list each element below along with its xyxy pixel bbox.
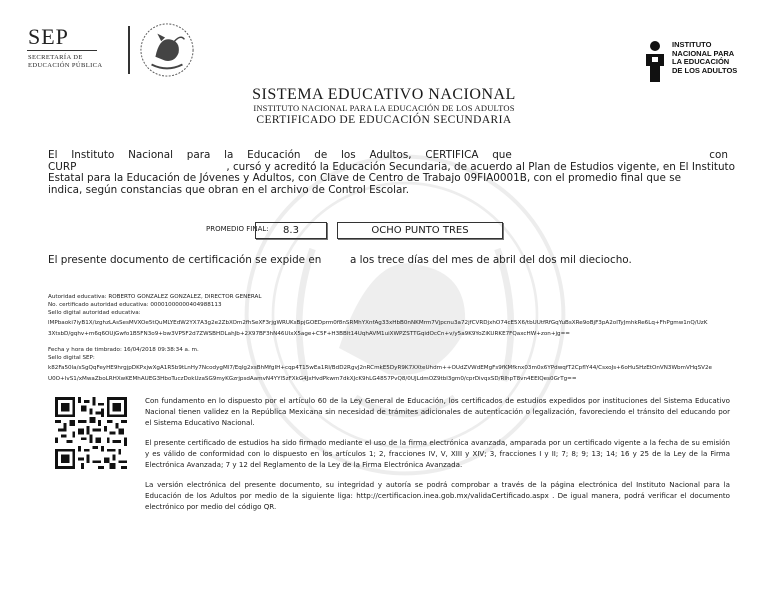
statement-word: la: [224, 149, 234, 161]
inea-line-2: NACIONAL PARA: [672, 48, 735, 58]
header-divider: [128, 26, 130, 74]
statement-word: CERTIFICA: [425, 149, 479, 161]
authority-digital-seal-2: 3XtsbD/gqhv+m6q6OUjGwfo1B5FN3o9+bw3VP5F2d7ZWSBHDLahJb+2X97BF3hN46UIxX5age+C5F+H3BBlt14UqhAVM1uiXWPZSTTGqidOcCn+v/y5a9K9YoZiKURKE7FQaxcHW+zon+jg==: [48, 331, 570, 337]
inea-logo-text: [672, 41, 737, 75]
authority-digital-seal: lMPbaoki7iyB1X/izghzLAsSesMVXOe5tQuMLYEdW2YX7A3g2e2ZbXOm2fhSeXF3rjgWRUKsBpjGOEDprm0f8nSRMhYXnfAg33xHbB0nNKMrm7Vjpcnu3a72jfCVRDjxhO74cE5X6/tbUUtfRfGqYuBsXRe9oBjF3pA2oITyJmhkRe6Lq+FhPgmw1nQ/UzK: [48, 320, 708, 326]
statement-word: Nacional: [128, 149, 174, 161]
sep-seal-label: Sello digital SEP:: [48, 355, 95, 361]
issued-place-text: El presente documento de certificación se expide en: [48, 254, 322, 266]
sep-subtitle: [28, 54, 103, 70]
verification-paragraph: La versión electrónica del presente documento, su integridad y autoría se podrá comprobar a través de la página electrónica del Instituto Nacional para la Educación de los Adultos por medio de la siguiente liga: http://certificacion.inea.gob.mx/validaCertificado.aspx . De igual manera, podrá verificar el documento electrónico por medio del código QR.: [145, 480, 730, 512]
institute-name: INSTITUTO NACIONAL PARA LA EDUCACIÓN DE LOS ADULTOS: [253, 103, 515, 113]
statement-word: Adultos,: [369, 149, 412, 161]
coat-of-arms-watermark: [240, 150, 570, 480]
statement-line-3: Estatal para la Educación de Jóvenes y Adultos, con Clave de Centro de Trabajo 09FIA0001B, con el promedio final que se: [48, 172, 682, 184]
electronic-signature-paragraph: El presente certificado de estudios ha sido firmado mediante el uso de la firma electrónica avanzada, amparada por un certificado vigente a la fecha de su emisión y es válido de conformidad con lo dispuesto en los artículos 1; 2, fracciones IV, V, XIII y XIV; 3, fracciones I y II; 7; 8; 9; 13; 14; 16 y 25 de la Ley de la Firma Electrónica Avanzada; 7 y 12 del Reglamento de la Ley de la Firma Electrónica Avanzada.: [145, 438, 730, 470]
stamp-datetime: Fecha y hora de timbrado: 16/04/2018 09:38:34 a. m.: [48, 347, 199, 353]
sep-subtitle-line-1: SECRETARÍA DE: [28, 54, 83, 61]
inea-logo-icon: [643, 40, 668, 82]
statement-word: de: [314, 149, 328, 161]
curp-label: CURP: [48, 160, 77, 173]
final-average-value: 8.3: [255, 222, 327, 239]
statement-word: Instituto: [71, 149, 115, 161]
qr-code: [55, 397, 127, 469]
document-title: SISTEMA EDUCATIVO NACIONAL: [252, 86, 516, 103]
sep-digital-seal-2: U0O+IvS1/xMwaZboLRHXwKEMhAUEG3HboTuczDokUzaSG9myKGzrjpsdAamvN4YYl5zFXkG4JxHvdPkwm7dkXJcK9hLG4857PvQ8/0UJLdmOZ9tbl3gm0/cprDivqxSD/RIhpT8vn4EEIQes0GrTg==: [48, 376, 577, 382]
certificate-title: CERTIFICADO DE EDUCACIÓN SECUNDARIA: [256, 114, 512, 126]
authority-name: Autoridad educativa: ROBERTO GONZALEZ GONZALEZ, DIRECTOR GENERAL: [48, 294, 262, 300]
statement-line-4: indica, según constancias que obran en el archivo de Control Escolar.: [48, 183, 409, 196]
final-average-words: OCHO PUNTO TRES: [337, 222, 503, 239]
certification-statement: [48, 149, 735, 196]
statement-word: Educación: [247, 149, 301, 161]
statement-text: , cursó y acreditó la Educación Secundaria, de acuerdo al Plan de Estudios vigente, en El Instituto: [226, 160, 735, 173]
final-average-label: PROMEDIO FINAL:: [206, 225, 269, 233]
sep-logo-rule: [27, 50, 97, 51]
statement-word: para: [186, 149, 211, 161]
statement-word: que: [492, 149, 512, 161]
statement-word: El: [48, 149, 58, 161]
statement-word: los: [341, 149, 356, 161]
authority-seal-label: Sello digital autoridad educativa:: [48, 310, 141, 316]
national-eagle-emblem-icon: [138, 22, 196, 78]
issued-date-text: a los trece días del mes de abril del dos mil dieciocho.: [350, 254, 632, 266]
authority-certificate-number: No. certificado autoridad educativa: 00001000000404988113: [48, 302, 222, 308]
inea-line-1: INSTITUTO: [672, 40, 712, 49]
statement-word: con: [709, 149, 728, 161]
inea-line-3: LA EDUCACIÓN: [672, 57, 730, 67]
sep-logo: SEP: [28, 24, 69, 49]
inea-line-4: DE LOS ADULTOS: [672, 65, 738, 75]
sep-subtitle-line-2: EDUCACIÓN PÚBLICA: [28, 62, 103, 69]
sep-digital-seal: k82Fa50la/sSgQqFeyHE9hrgjpDKPxjwXgA1R5b9tLnHy7NcodygMl7/Eqlg2xsBhMfgIH+cqp4T15wEa1RI/BdD2RgvJ2nRCmkE5DyR9K7XXteUhdm++OUdZVWdEMgFs9fKMfknx03m0x6YPdwqfT2CpflY44/CsxoJs+6oHuSHzEtOnVN3WbmVHqSV2e: [48, 365, 712, 371]
legal-validity-paragraph: Con fundamento en lo dispuesto por el artículo 60 de la Ley General de Educación, los certificados de estudios expedidos por instituciones del Sistema Educativo Nacional tienen validez en la República Mexicana sin necesidad de trámites adicionales de autenticación o legalización, favoreciendo el tránsito del educando por el Sistema Educativo Nacional.: [145, 396, 730, 428]
